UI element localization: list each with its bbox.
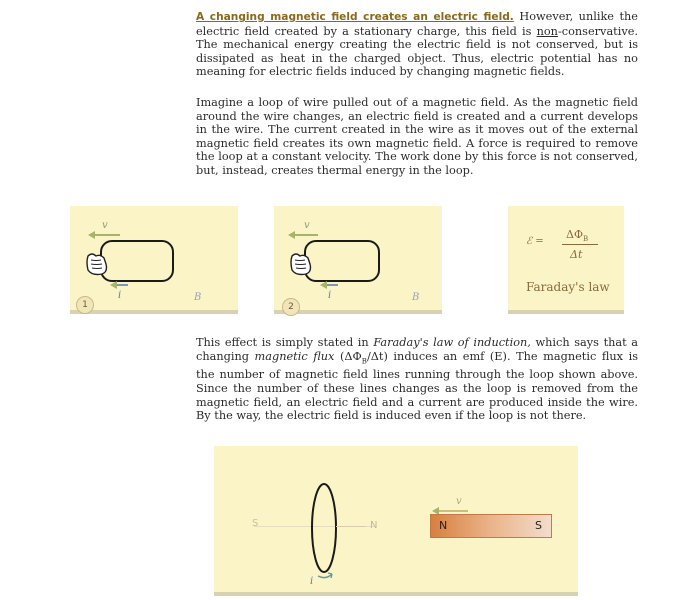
figure-number: 1 xyxy=(76,296,94,314)
figure-2-panel xyxy=(274,206,442,314)
figure-1-panel xyxy=(70,206,238,314)
loop-ellipse xyxy=(304,476,344,586)
p3-b: which says that a changing xyxy=(196,336,638,363)
field-label: B xyxy=(412,292,420,303)
p3-law-name: Faraday's law of induction, xyxy=(373,336,531,349)
south-label-left: S xyxy=(252,518,259,529)
velocity-label: v xyxy=(456,496,462,507)
current-label: i xyxy=(310,576,314,587)
magnet-north-label: N xyxy=(439,519,448,532)
p3-a: This effect is simply stated in xyxy=(196,336,374,349)
velocity-arrow xyxy=(294,234,318,236)
current-label: i xyxy=(328,290,332,301)
north-label-loop: N xyxy=(370,520,378,531)
bar-magnet xyxy=(430,514,552,538)
field-arrow xyxy=(336,526,366,527)
current-arrow xyxy=(116,284,128,286)
magnet-south-label: S xyxy=(535,519,542,532)
current-arrow xyxy=(326,284,338,286)
flux-numerator xyxy=(566,228,588,243)
intro-text-1: However, unlike the electric field created by a stationary charge, this field is xyxy=(196,10,638,38)
p3-c: (ΔΦ xyxy=(334,349,362,363)
loop-paragraph: Imagine a loop of wire pulled out of a magnetic field. As the magnetic field around the wire changes, an electric field is created and a current develops in the wire. The current created in the wire as it moves out of the external magnetic field creates its own magnetic field. A force is required to remove the loop at a constant velocity. The work done by this force is not conserved, but, instead, creates thermal energy in the loop. xyxy=(196,96,638,177)
figure-number: 2 xyxy=(282,298,300,316)
faraday-paragraph xyxy=(196,336,638,423)
intro-non: non xyxy=(536,24,558,38)
fraction-bar xyxy=(562,244,598,245)
numerator-text: ΔΦ xyxy=(566,228,583,241)
velocity-arrow xyxy=(94,234,120,236)
p3-sub: B xyxy=(361,356,367,365)
velocity-label: v xyxy=(304,220,310,231)
current-label: i xyxy=(118,290,122,301)
velocity-label: v xyxy=(102,220,108,231)
field-label: B xyxy=(194,292,202,303)
faraday-law-panel xyxy=(508,206,624,314)
p3-d: /Δt) induces an emf (E). The magnetic flux is the number of magnetic field lines running through the loop shown above. Since the number of these lines changes as the loop is removed from the magnetic field, an electric field and a current are produced inside the wire. By the way, the electric field is induced even if the loop is not there. xyxy=(196,349,638,423)
p3-flux-term: magnetic flux xyxy=(254,349,335,363)
numerator-sub: B xyxy=(582,235,589,244)
intro-lead: A changing magnetic field creates an electric field. xyxy=(196,11,514,23)
law-caption: Faraday's law xyxy=(526,280,610,294)
intro-text-2: -conservative. The mechanical energy creating the electric field is not conserved, but is dissipated as heat in the charged object. Thus, electric potential has no meaning for electric fields induced by changing magnetic fields. xyxy=(196,24,638,79)
hand-icon xyxy=(82,248,112,278)
time-denominator: Δt xyxy=(570,248,583,261)
emf-symbol: ℰ = xyxy=(526,236,544,247)
magnet-figure-panel xyxy=(214,446,578,596)
hand-icon xyxy=(286,248,316,278)
velocity-arrow xyxy=(438,510,468,512)
intro-paragraph xyxy=(196,10,638,79)
